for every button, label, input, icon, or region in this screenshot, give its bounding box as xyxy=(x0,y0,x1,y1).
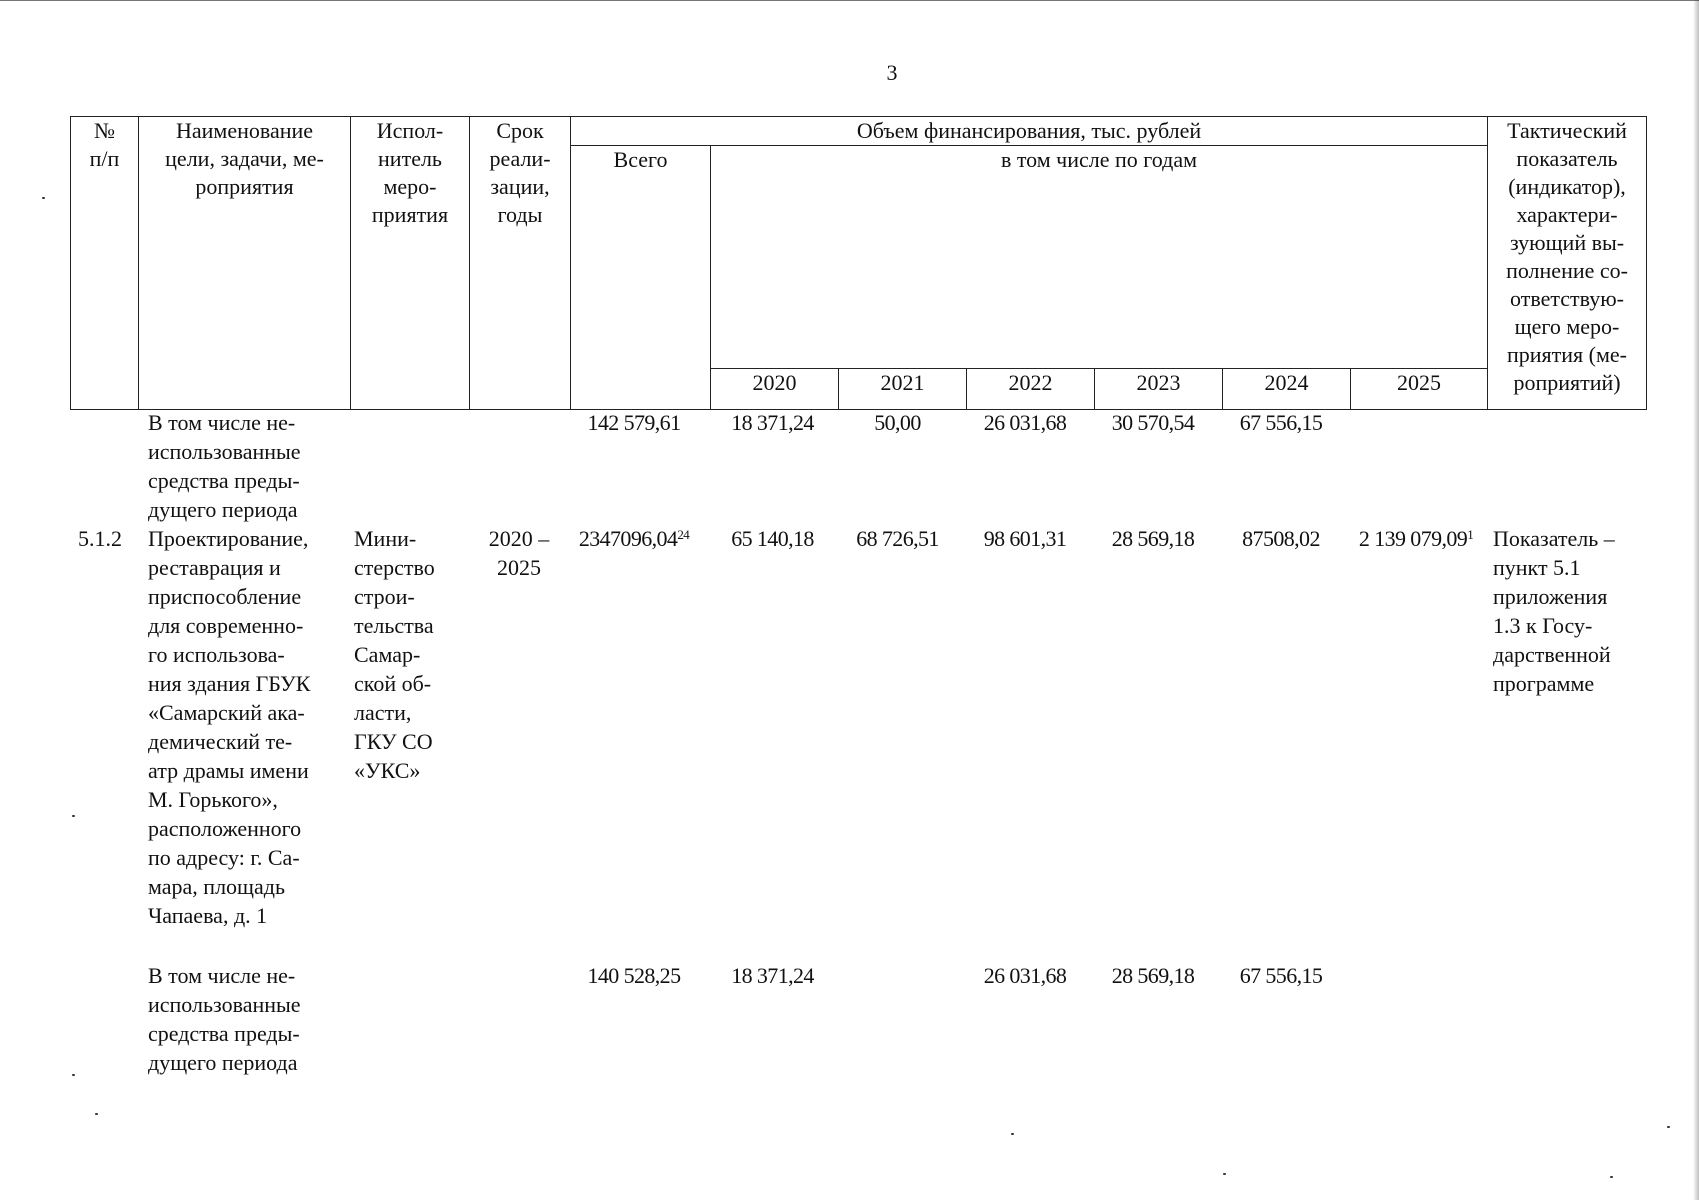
row-2025: 2 139 079,09$^1$ xyxy=(1358,526,1474,551)
row-2022: 26 031,68 xyxy=(983,963,1067,988)
scan-speck xyxy=(1667,1126,1670,1128)
header-year-2023: 2023 xyxy=(1095,369,1223,410)
scan-speck xyxy=(1610,1176,1613,1178)
scan-speck xyxy=(95,1113,98,1115)
row-no: 5.1.2 xyxy=(78,526,122,551)
header-year-2025: 2025 xyxy=(1351,369,1488,410)
page-number: 3 xyxy=(886,60,898,85)
row-2021: 50,00 xyxy=(874,410,921,435)
header-total: Всего xyxy=(571,146,711,410)
row-2020: 65 140,18 xyxy=(731,526,814,551)
row-2023: 30 570,54 xyxy=(1111,410,1195,435)
header-year-2024: 2024 xyxy=(1223,369,1351,410)
header-funding: Объем финансирования, тыс. рублей xyxy=(571,117,1488,146)
scan-edge xyxy=(1693,0,1699,1200)
header-term: Срок реали- зации, годы xyxy=(470,117,571,410)
row-2024: 67 556,15 xyxy=(1239,963,1323,988)
row-2022: 98 601,31 xyxy=(983,526,1067,551)
row-2020: 18 371,24 xyxy=(731,410,814,435)
header-executor: Испол- нитель меро- приятия xyxy=(351,117,470,410)
header-year-2021: 2021 xyxy=(839,369,967,410)
header-by-years: в том числе по годам xyxy=(711,146,1488,369)
header-indicator: Тактический показатель (индикатор), характери- зующий вы- полнение со- ответствую- щего меро- приятия (ме- роприятий) xyxy=(1488,117,1647,410)
row-name: В том числе не- использованные средства преды- дущего периода xyxy=(148,963,301,1075)
row-2024: 87508,02 xyxy=(1242,526,1320,551)
row-term: 2020 – 2025 xyxy=(488,526,550,580)
row-2020: 18 371,24 xyxy=(731,963,814,988)
header-no: № п/п xyxy=(71,117,139,410)
scan-speck xyxy=(72,815,75,817)
scan-speck xyxy=(1011,1133,1014,1135)
header-year-2020: 2020 xyxy=(711,369,839,410)
header-name: Наименование цели, задачи, ме- роприятия xyxy=(139,117,351,410)
row-total: 142 579,61 xyxy=(587,410,681,435)
top-rule xyxy=(0,0,1699,1)
row-2024: 67 556,15 xyxy=(1239,410,1323,435)
row-2021: 68 726,51 xyxy=(856,526,939,551)
row-2023: 28 569,18 xyxy=(1111,963,1195,988)
header-year-2022: 2022 xyxy=(967,369,1095,410)
row-indicator: Показатель – пункт 5.1 приложения 1.3 к Госу- дарственной программе xyxy=(1493,526,1615,696)
scan-speck xyxy=(1223,1173,1226,1175)
row-name: Проектирование, реставрация и приспособление для современно- го использова- ния здания ГБУК «Самарский ака- демический те- атр драмы имени М. Горького», расположенного по адресу: г. Са- мара, площадь Чапаева, д. 1 xyxy=(148,526,311,928)
table-header xyxy=(70,116,1647,410)
row-total: 140 528,25 xyxy=(587,963,681,988)
row-2023: 28 569,18 xyxy=(1111,526,1195,551)
row-total: 2347096,04$^{24}$ xyxy=(578,526,690,551)
scan-speck xyxy=(42,197,45,199)
row-2022: 26 031,68 xyxy=(983,410,1067,435)
row-name: В том числе не- использованные средства преды- дущего периода xyxy=(148,410,301,522)
scan-speck xyxy=(72,1074,75,1076)
row-executor: Мини- стерство строи- тельства Самар- ской об- ласти, ГКУ СО «УКС» xyxy=(354,526,435,783)
